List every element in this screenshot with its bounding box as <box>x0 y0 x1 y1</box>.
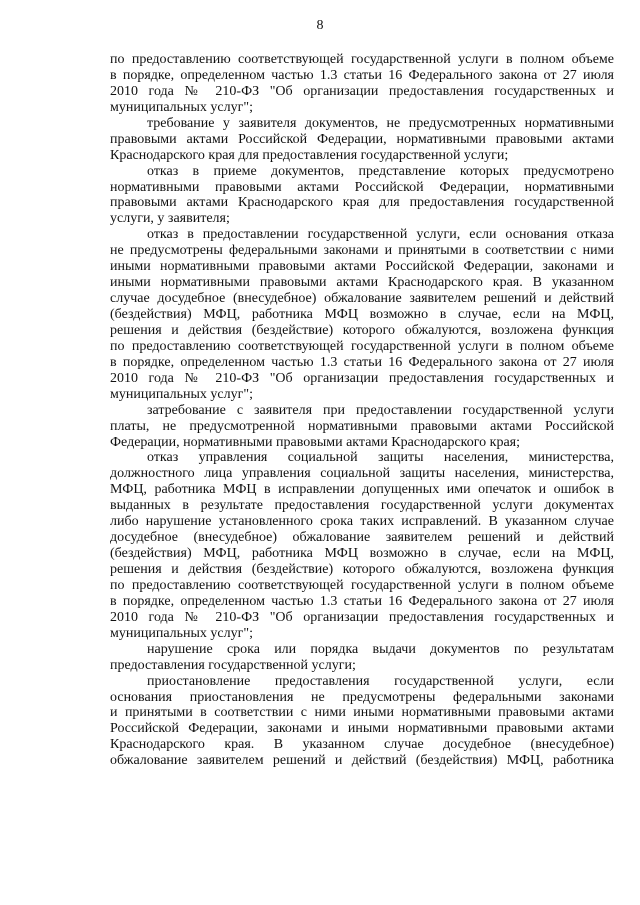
text-line: в порядке, определенном частью 1.3 статьи 16 Федерального закона от 27 июля <box>110 593 614 609</box>
text-line: случае досудебное (внесудебное) обжалование заявителем решений и действий <box>110 291 614 307</box>
text-line: муниципальных услуг"; <box>110 99 253 115</box>
text-line: Краснодарского края. В указанном случае досудебное (внесудебное) <box>110 737 614 753</box>
text-line: Федерации, нормативными правовыми актами Краснодарского края; <box>110 434 520 450</box>
text-line: услуги, у заявителя; <box>110 211 230 227</box>
text-line: приостановление предоставления государственной услуги, если <box>147 673 614 689</box>
text-line: иными нормативными правовыми актами Краснодарского края. В указанном <box>110 275 614 291</box>
text-line: муниципальных услуг"; <box>110 386 253 402</box>
text-line: (бездействия) МФЦ, работника МФЦ возможно в случае, если на МФЦ, <box>110 546 614 562</box>
text-line: отказ в приеме документов, представление которых предусмотрено <box>147 163 614 179</box>
text-line: и принятыми в соответствии с ними иными нормативными правовыми актами <box>110 705 614 721</box>
page-number: 8 <box>316 18 324 33</box>
text-line: в порядке, определенном частью 1.3 статьи 16 Федерального закона от 27 июля <box>110 67 614 83</box>
text-line: предоставления государственной услуги; <box>110 657 356 673</box>
text-line: затребование с заявителя при предоставлении государственной услуги <box>147 402 614 418</box>
text-line: правовыми актами Российской Федерации, нормативными правовыми актами <box>110 131 614 147</box>
text-line: по предоставлению соответствующей государственной услуги в полном объеме <box>110 577 614 593</box>
text-line: МФЦ, работника МФЦ в исправлении допущенных ими опечаток и ошибок в <box>110 482 614 498</box>
text-line: должностного лица управления социальной защиты населения, министерства, <box>110 466 614 482</box>
text-line: иными нормативными правовыми актами Российской Федерации, законами и <box>110 259 614 275</box>
text-line: по предоставлению соответствующей государственной услуги в полном объеме <box>110 338 614 354</box>
text-line: основания приостановления не предусмотрены федеральными законами <box>110 689 614 705</box>
text-line: Российской Федерации, законами и иными нормативными правовыми актами <box>110 721 614 737</box>
text-line: либо нарушение установленного срока таких исправлений. В указанном случае <box>110 514 614 530</box>
text-line: платы, не предусмотренной нормативными правовыми актами Российской <box>110 418 614 434</box>
text-line: отказ в предоставлении государственной услуги, если основания отказа <box>147 227 614 243</box>
text-line: 2010 года № 210-ФЗ "Об организации предоставления государственных и <box>110 609 614 625</box>
text-line: выданных в результате предоставления государственной услуги документах <box>110 498 614 514</box>
text-line: нарушение срока или порядка выдачи документов по результатам <box>147 641 614 657</box>
text-line: 2010 года № 210-ФЗ "Об организации предоставления государственных и <box>110 83 614 99</box>
text-line: требование у заявителя документов, не предусмотренных нормативными <box>147 115 614 131</box>
text-line: по предоставлению соответствующей государственной услуги в полном объеме <box>110 52 614 67</box>
text-line: в порядке, определенном частью 1.3 статьи 16 Федерального закона от 27 июля <box>110 354 614 370</box>
document-body <box>110 52 614 769</box>
text-line: обжалование заявителем решений и действий (бездействия) МФЦ, работника <box>110 753 614 769</box>
text-line: решения и действия (бездействие) которого обжалуются, возложена функция <box>110 562 614 577</box>
text-line: досудебное (внесудебное) обжалование заявителем решений и действий <box>110 530 614 546</box>
text-line: правовыми актами Краснодарского края для предоставления государственной <box>110 195 614 211</box>
text-line: отказ управления социальной защиты населения, министерства, <box>147 450 614 466</box>
text-line: Краснодарского края для предоставления государственной услуги; <box>110 147 509 163</box>
text-line: нормативными правовыми актами Российской Федерации, нормативными <box>110 179 614 195</box>
text-line: муниципальных услуг"; <box>110 625 253 641</box>
text-line: 2010 года № 210-ФЗ "Об организации предоставления государственных и <box>110 370 614 386</box>
text-line: решения и действия (бездействие) которого обжалуются, возложена функция <box>110 322 614 338</box>
text-line: (бездействия) МФЦ, работника МФЦ возможно в случае, если на МФЦ, <box>110 307 614 322</box>
text-line: не предусмотрены федеральными законами и принятыми в соответствии с ними <box>110 243 614 259</box>
